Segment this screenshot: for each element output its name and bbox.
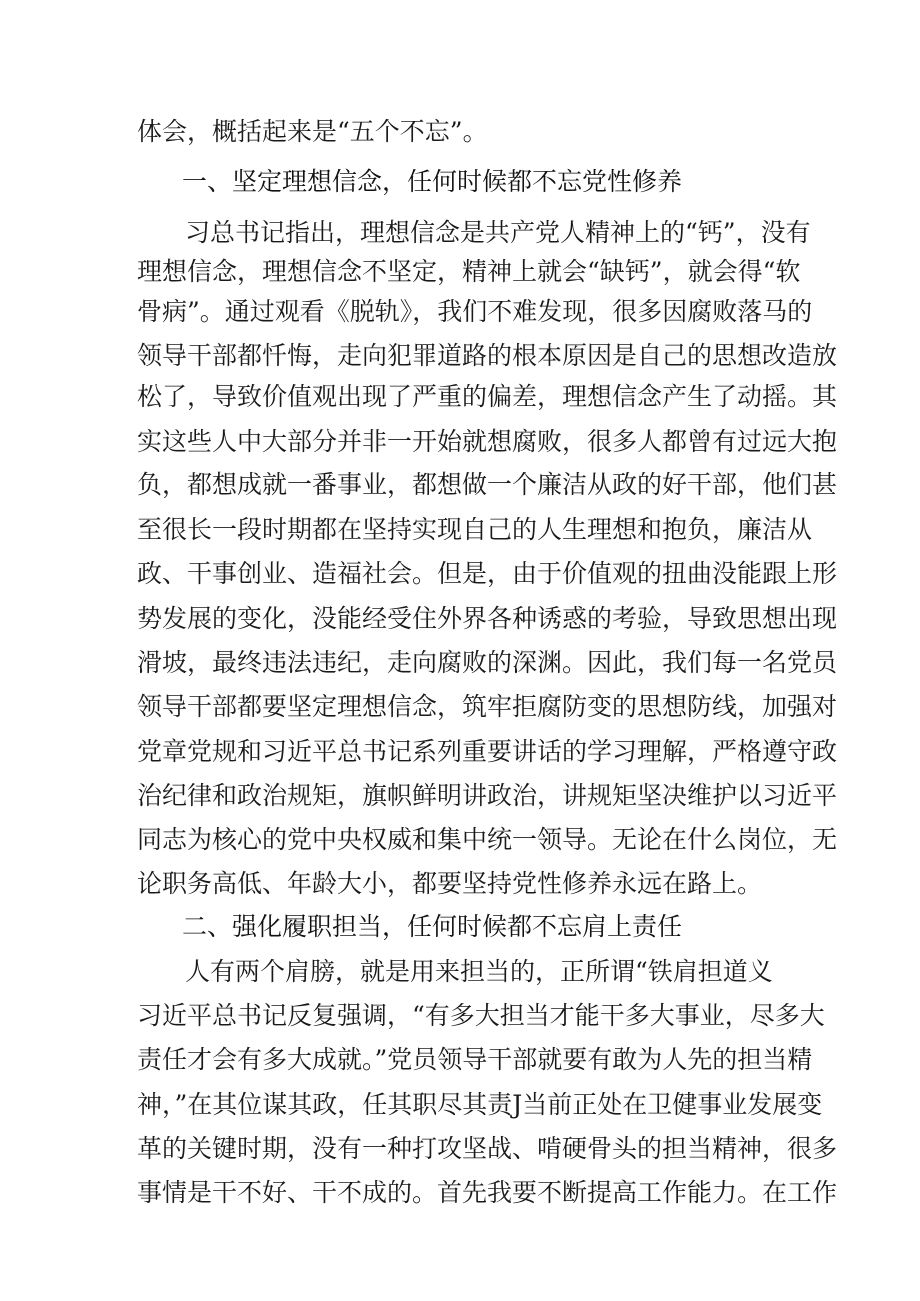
text-line: 责任才会有多大成就。”党员领导干部就要有敢为人先的担当精 [137,1045,813,1074]
section-heading-2: 二、强化履职担当，任何时候都不忘肩上责任 [182,912,683,941]
text-line: 党章党规和习近平总书记系列重要讲话的学习理解，严格遵守政 [137,737,838,766]
text-line: 习总书记指出，理想信念是共产党人精神上的“钙”，没有 [185,218,811,247]
text-line: 革的关键时期，没有一种打攻坚战、啃硬骨头的担当精神，很多 [137,1134,838,1163]
text-line: 论职务高低、年龄大小，都要坚持党性修养永远在路上。 [137,869,763,898]
text-line: 习近平总书记反复强调，“有多大担当才能干多大事业，尽多大 [137,1001,825,1030]
text-line: 势发展的变化，没能经受住外界各种诱惑的考验，导致思想出现 [137,604,838,633]
text-line: 体会，概括起来是“五个不忘”。 [137,117,488,146]
text-line: 人有两个肩膀，就是用来担当的，正所谓“铁肩担道义 [185,957,773,986]
text-line: 松了，导致价值观出现了严重的偏差，理想信念产生了动摇。其 [137,382,838,411]
text-line: 骨病”。通过观看《脱轨》，我们不难发现，很多因腐败落马的 [137,297,813,326]
section-heading-1: 一、坚定理想信念，任何时候都不忘党性修养 [182,167,683,196]
text-line: 滑坡，最终违法违纪，走向腐败的深渊。因此，我们每一名党员 [137,648,838,677]
text-line: 领导干部都要坚定理想信念，筑牢拒腐防变的思想防线，加强对 [137,692,838,721]
text-line: 理想信念，理想信念不坚定，精神上就会“缺钙”，就会得“软 [137,257,801,286]
text-line: 负，都想成就一番事业，都想做一个廉洁从政的好干部，他们甚 [137,470,838,499]
text-line: 实这些人中大部分并非一开始就想腐败，很多人都曾有过远大抱 [137,427,838,456]
text-line: 至很长一段时期都在坚持实现自己的人生理想和抱负，廉洁从 [137,515,813,544]
text-line: 政、干事创业、造福社会。但是，由于价值观的扭曲没能跟上形 [137,559,838,588]
text-line: 领导干部都忏悔，走向犯罪道路的根本原因是自己的思想改造放 [137,341,838,370]
text-line: 神，”在其位谋其政，任其职尽其责J当前正处在卫健事业发展变 [137,1090,823,1119]
text-line: 同志为核心的党中央权威和集中统一领导。无论在什么岗位，无 [137,825,838,854]
text-line: 治纪律和政治规矩，旗帜鲜明讲政治，讲规矩坚决维护以习近平 [137,781,838,810]
text-line: 事情是干不好、干不成的。首先我要不断提高工作能力。在工作 [137,1178,838,1207]
